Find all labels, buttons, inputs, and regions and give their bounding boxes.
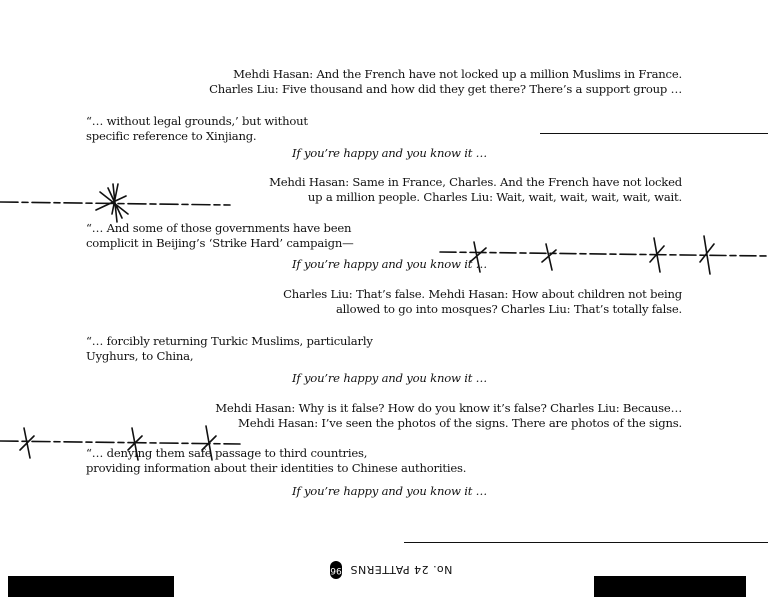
exchange-line: Charles Liu: That’s false. Mehdi Hasan: How about children not being	[283, 287, 682, 301]
quote-line: complicit in Beijing’s ‘Strike Hard’ campaign—	[86, 236, 354, 250]
refrain-3: If you’re happy and you know it …	[292, 371, 488, 385]
divider-rule	[540, 133, 768, 134]
exchange-block-4	[215, 401, 682, 431]
refrain-1: If you’re happy and you know it …	[292, 146, 488, 160]
quote-block-2	[86, 221, 354, 251]
quote-line: providing information about their identities to Chinese authorities.	[86, 461, 467, 475]
exchange-line: allowed to go into mosques? Charles Liu: That’s totally false.	[335, 302, 682, 316]
quote-line: “… without legal grounds,’ but without	[86, 114, 308, 128]
refrain-2: If you’re happy and you know it …	[292, 257, 488, 271]
quote-line: specific reference to Xinjiang.	[86, 129, 257, 143]
quote-block-4	[86, 446, 466, 476]
exchange-line: Mehdi Hasan: Same in France, Charles. And the French have not locked	[269, 175, 682, 189]
exchange-line: up a million people. Charles Liu: Wait, wait, wait, wait, wait, wait.	[307, 190, 682, 204]
running-head: No. 24 PATTERNS	[350, 563, 453, 576]
exchange-block-1	[209, 67, 682, 97]
quote-line: Uyghurs, to China,	[86, 349, 194, 363]
quote-line: “… denying them safe passage to third countries,	[86, 446, 368, 460]
quote-block-1	[86, 114, 308, 144]
exchange-block-2	[269, 175, 682, 205]
exchange-block-3	[283, 287, 682, 317]
exchange-line: Mehdi Hasan: I’ve seen the photos of the signs. There are photos of the signs.	[238, 416, 682, 430]
exchange-line: Charles Liu: Five thousand and how did they get there? There’s a support group …	[209, 82, 682, 96]
divider-rule	[404, 542, 768, 543]
quote-line: “… forcibly returning Turkic Muslims, particularly	[86, 334, 373, 348]
quote-line: “… And some of those governments have been	[86, 221, 352, 235]
footer-bar-right	[594, 576, 746, 597]
exchange-line: Mehdi Hasan: And the French have not locked up a million Muslims in France.	[233, 67, 682, 81]
quote-block-3	[86, 334, 373, 364]
exchange-line: Mehdi Hasan: Why is it false? How do you know it’s false? Charles Liu: Because…	[215, 401, 682, 415]
refrain-4: If you’re happy and you know it …	[292, 484, 488, 498]
page-number: 96	[330, 561, 342, 579]
footer-bar-left	[8, 576, 174, 597]
